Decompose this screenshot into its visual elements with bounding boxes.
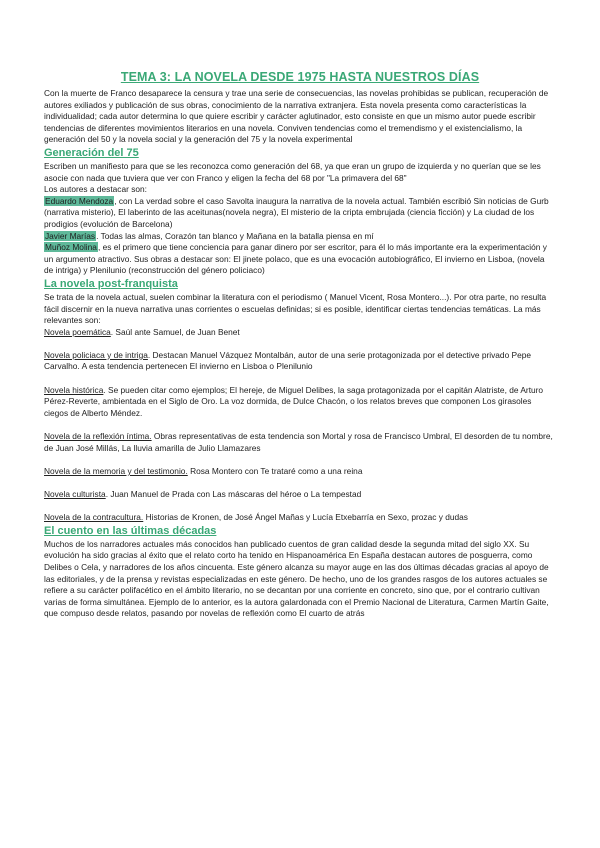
generacion-75-paragraph: Escriben un manifiesto para que se les reconozca como generación del 68, ya que eran un grupo de izquierda y no querían que se les asocie con nada que tuviera que ver con Franco y eligen la fecha del 68 por "La primavera del 68" bbox=[44, 160, 541, 183]
highlighted-author-name: Javier Marías bbox=[45, 230, 96, 241]
trend-text: Rosa Montero con Te trataré como a una reina bbox=[187, 465, 363, 476]
trend-item bbox=[44, 431, 556, 454]
trend-text: . Juan Manuel de Prada con Las máscaras del héroe o La tempestad bbox=[105, 489, 362, 499]
trend-item bbox=[44, 489, 556, 501]
trend-label: Novela poemática bbox=[44, 326, 111, 337]
trend-label: Novela histórica bbox=[44, 384, 104, 395]
author-entry-munoz-molina bbox=[44, 242, 556, 277]
section-heading-post-franquista: La novela post-franquista bbox=[44, 277, 178, 290]
trend-item bbox=[44, 385, 556, 420]
author-entry-marias bbox=[44, 231, 556, 243]
document-title: TEMA 3: LA NOVELA DESDE 1975 HASTA NUESTROS DÍAS bbox=[120, 70, 480, 84]
trend-item bbox=[44, 466, 556, 478]
highlighted-author-name: Muñoz Molina bbox=[45, 242, 97, 253]
trend-item bbox=[44, 512, 556, 524]
trend-text: . Destacan Manuel Vázquez Montalbán, autor de una serie protagonizada por el detective privado Pepe Carvalho. A esta tendencia pertenecen El invierno en Lisboa o Plenilunio bbox=[44, 349, 532, 372]
trend-item bbox=[44, 350, 556, 373]
author-entry-mendoza bbox=[44, 196, 556, 231]
intro-paragraph: Con la muerte de Franco desaparece la censura y trae una serie de consecuencias, las novelas prohibidas se publican, recuperación de autores exiliados y publicación de sus obras, conocimiento de la narrativa extranjera. Esta novela presenta como características la individualidad; cada autor determina lo que quiere escribir y carácter aglutinador, esto consiste en que un mismo autor puede escribir tendencias de diferentes movimientos literarios en una novela. Conviven tendencias como el tremendismo y el existencialismo, la generación del 50 y la novela social y la generación del 75 y la novela experimental bbox=[44, 88, 549, 145]
author-description: , con La verdad sobre el caso Savolta inaugura la narrativa de la novela actual. También escribió Sin noticias de Gurb (narrativa misterio), El laberinto de las aceitunas(novela negra), El misterio de la cripta embrujada (ciencia ficción) y La ciudad de los prodigios (evolución de Barcelona) bbox=[44, 195, 549, 229]
trend-text: . Saúl ante Samuel, de Juan Benet bbox=[110, 326, 240, 337]
trend-label: Novela de la memoria y del testimonio. bbox=[44, 465, 188, 476]
post-franquista-paragraph: Se trata de la novela actual, suelen combinar la literatura con el periodismo ( Manuel Vicent, Rosa Montero...). Por otra parte, no resulta fácil discernir en la nueva narrativa unas corrientes o escuelas definidas; si es posible, identificar ciertas tendencias temáticas. La más relevantes son: bbox=[44, 291, 547, 326]
author-description: , es el primero que tiene conciencia para ganar dinero por ser escritor, para él lo más importante era la experimentación y un argumento atractivo. Sus obras a destacar son: El jinete polaco, que es una evocación autobiográfico, El invierno en Lisboa, (novela de intriga) y Plenilunio (reconstrucción del género policiaco) bbox=[44, 242, 547, 276]
trend-text: Obras representativas de esta tendencia son Mortal y rosa de Francisco Umbral, El desorden de tu nombre, de Juan José Millás, La lluvia amarilla de Julio Llamazares bbox=[44, 431, 553, 453]
author-description: . Todas las almas, Corazón tan blanco y Mañana en la batalla piensa en mí bbox=[96, 230, 374, 241]
trend-text: Historias de Kronen, de José Ángel Mañas y Lucía Etxebarría en Sexo, prozac y dudas bbox=[143, 512, 468, 523]
trend-item bbox=[44, 327, 556, 339]
trend-label: Novela culturista bbox=[44, 489, 106, 499]
trend-label: Novela de la contracultura. bbox=[44, 512, 144, 523]
trend-text: . Se pueden citar como ejemplos; El hereje, de Miguel Delibes, la saga protagonizada por el capitán Alatriste, de Arturo Pérez-Reverte, ambientada en el Siglo de Oro. La voz dormida, de Dulce Chacón, o los relatos breves que componen Los girasoles ciegos de Alberto Méndez. bbox=[44, 384, 544, 418]
section-heading-cuento: El cuento en las últimas décadas bbox=[44, 524, 217, 537]
highlighted-author-name: Eduardo Mendoza bbox=[45, 195, 114, 206]
trend-label: Novela policiaca y de intriga bbox=[44, 349, 148, 360]
section-heading-generacion-75: Generación del 75 bbox=[44, 146, 139, 159]
authors-intro: Los autores a destacar son: bbox=[44, 184, 147, 195]
cuento-paragraph: Muchos de los narradores actuales más conocidos han publicado cuentos de gran calidad desde la segunda mitad del siglo XX. Su evolución ha sido gracias al éxito que el relato corto ha tenido en Hispanoamérica En España destacan autores de posguerra, como Delibes o Cela, y narradores de los años cincuenta. Este género alcanza su mayor auge en las dos últimas décadas gracias al apoyo de las editoriales, y de la prensa y revistas especializadas en este género. De hecho, uno de los grandes rasgos de los autores actuales se refiere a su carácter polifacético en el ámbito literario, no se decantan por una corriente en concreto, sino que, por el contrario cultivan varias de forma simultánea. Ejemplo de lo anterior, es la autora galardonada con el Premio Nacional de Literatura, Carmen Martín Gaite, que compuso desde relatos, pasando por novelas de reflexión como El cuarto de atrás bbox=[44, 538, 549, 619]
trend-label: Novela de la reflexión íntima. bbox=[44, 431, 152, 442]
